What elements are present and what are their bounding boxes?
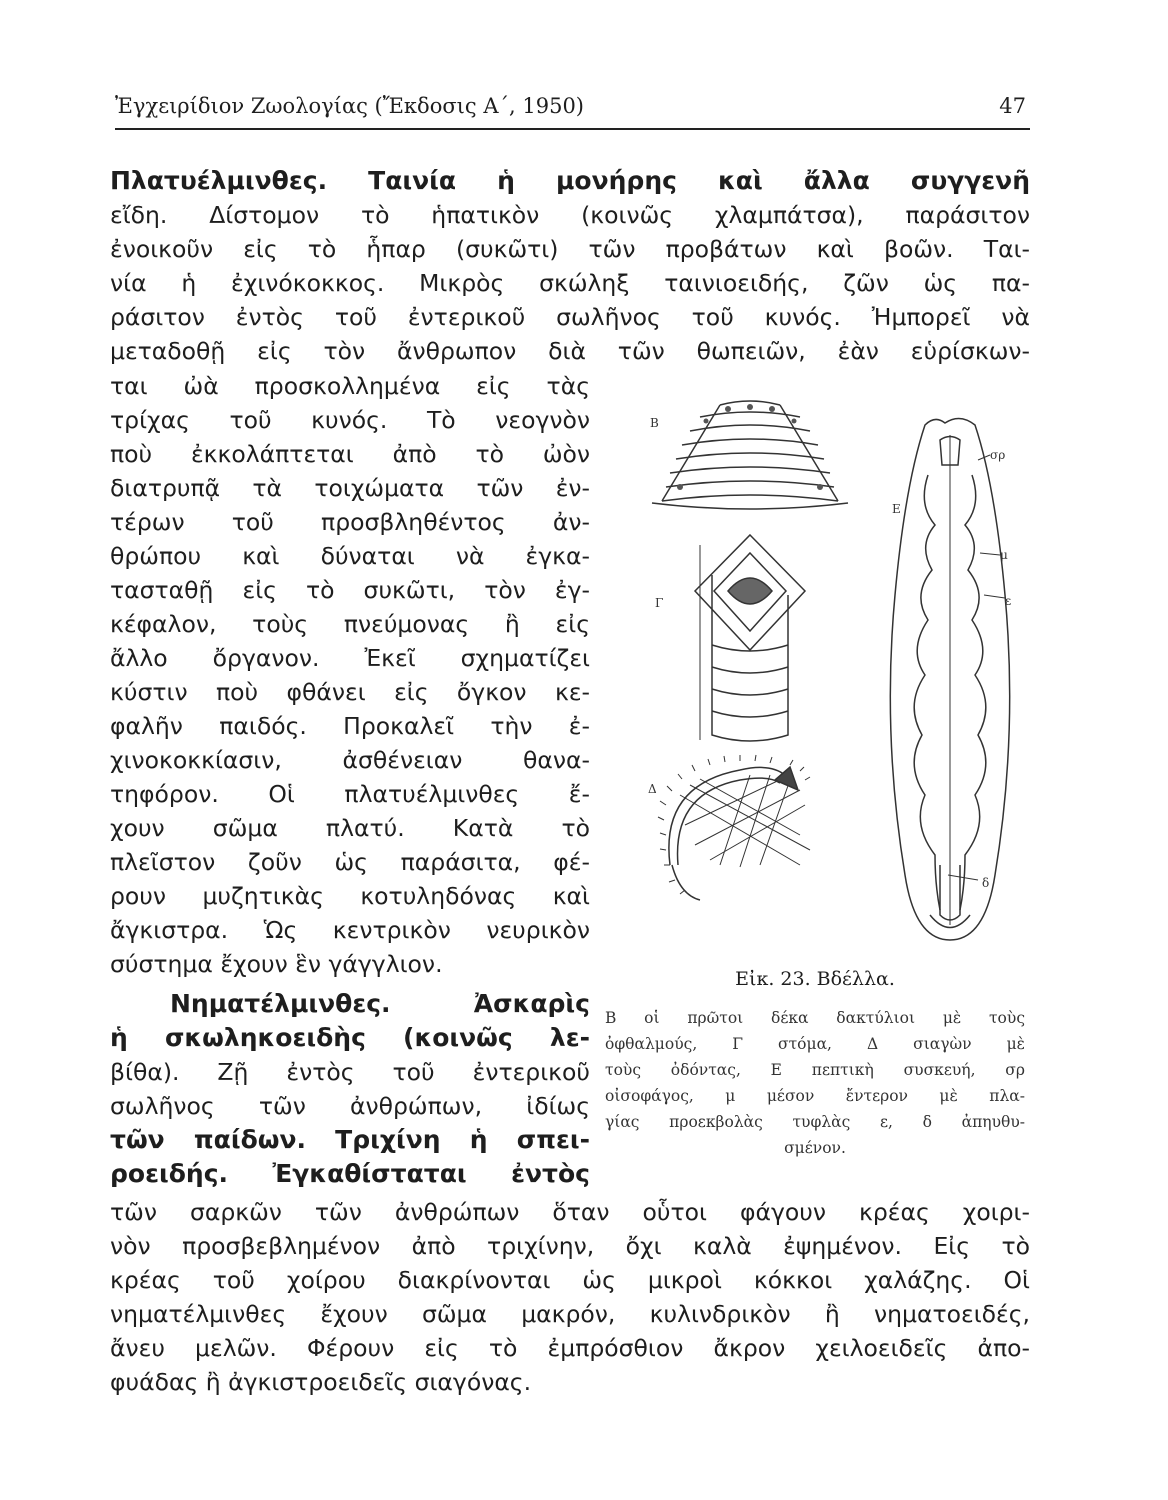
text-line: φυάδας ἢ ἀγκιστροειδεῖς σιαγόνας. [110,1368,532,1396]
label-m: μ [1000,548,1008,562]
text-line: ρουν μυζητικὰς κοτυληδόνας καὶ [110,882,590,910]
text-line: κρέας τοῦ χοίρου διακρίνονται ὡς μικροὶ κόκκοι χαλάζης. Οἱ [110,1266,1030,1294]
text-line: ποὺ ἐκκολάπτεται ἀπὸ τὸ ὠὸν [110,440,590,468]
text-line: κέφαλον, τοὺς πνεύμονας ἢ εἰς [110,610,590,638]
figure-caption-line: σμένον. [784,1139,846,1157]
leech-figure [600,395,1030,965]
text-line: ἄλλο ὄργανον. Ἐκεῖ σχηματίζει [110,644,590,672]
text-line: τέρων τοῦ προσβληθέντος ἀν- [110,508,590,536]
label-sr: σρ [990,448,1006,462]
text-line: σωλῆνος τῶν ἀνθρώπων, ἰδίως [110,1092,590,1120]
text-line: νία ἡ ἐχινόκοκκος. Μικρὸς σκώληξ ταινιοειδής, ζῶν ὡς πα- [110,269,1030,297]
label-e-upper: Ε [892,502,901,516]
text-line: φαλῆν παιδός. Προκαλεῖ τὴν ἐ- [110,712,590,740]
label-g: Γ [655,596,664,610]
figure-caption-line: τοὺς ὀδόντας, Ε πεπτικὴ συσκευή, σρ [605,1061,1025,1079]
text-line: ροειδής. Ἐγκαθίσταται ἐντὸς [110,1159,590,1188]
text-line: νὸν προσβεβλημένον ἀπὸ τριχίνην, ὄχι καλὰ ἐψημένον. Εἰς τὸ [110,1232,1030,1260]
jaw-drawing [658,755,810,900]
text-line: ἐνοικοῦν εἰς τὸ ἧπαρ (συκῶτι) τῶν προβάτων καὶ βοῶν. Ται- [110,235,1030,263]
label-d-lower: δ [982,876,990,890]
leech-illustration [600,395,1030,965]
figure-caption-line: οἰσοφάγος, μ μέσον ἔντερον μὲ πλα- [605,1087,1025,1105]
figure-caption-line: ὀφθαλμούς, Γ στόμα, Δ σιαγὼν μὲ [605,1035,1025,1053]
label-d: Δ [648,782,657,796]
text-line: νηματέλμινθες ἔχουν σῶμα μακρόν, κυλινδρικὸν ἢ νηματοειδές, [110,1300,1030,1328]
figure-caption-line: Β οἱ πρῶτοι δέκα δακτύλιοι μὲ τοὺς [605,1009,1025,1027]
text-line: μεταδοθῇ εἰς τὸν ἄνθρωπον διὰ τῶν θωπειῶν, ἐὰν εὑρίσκων- [110,337,1030,365]
page-number: 47 [999,94,1026,118]
text-line: Πλατυέλμινθες. Ταινία ἡ μονήρης καὶ ἄλλα συγγενῆ [110,166,1030,195]
text-line: χινοκοκκίασιν, ἀσθένειαν θανα- [110,746,590,774]
text-line: ἄγκιστρα. Ὡς κεντρικὸν νευρικὸν [110,916,590,944]
mouth-drawing [695,535,805,741]
text-line: τῶν σαρκῶν τῶν ἀνθρώπων ὅταν οὗτοι φάγουν κρέας χοιρι- [110,1198,1030,1226]
text-line: τρίχας τοῦ κυνός. Τὸ νεογνὸν [110,406,590,434]
text-line: Νηματέλμινθες. Ἀσκαρὶς [170,989,590,1018]
text-line: εἴδη. Δίστομον τὸ ἡπατικὸν (κοινῶς χλαμπάτσα), παράσιτον [110,201,1030,229]
label-b: Β [650,416,659,430]
digestive-system-drawing [890,418,1012,940]
text-line: πλεῖστον ζοῦν ὡς παράσιτα, φέ- [110,848,590,876]
text-line: ἡ σκωληκοειδὴς (κοινῶς λε- [110,1023,590,1052]
text-line: σύστημα ἔχουν ἓν γάγγλιον. [110,950,443,978]
text-line: ἄνευ μελῶν. Φέρουν εἰς τὸ ἐμπρόσθιον ἄκρον χειλοειδεῖς ἀπο- [110,1334,1030,1362]
anterior-rings-drawing [652,401,848,509]
text-line: κύστιν ποὺ φθάνει εἰς ὄγκον κε- [110,678,590,706]
text-line: τασταθῇ εἰς τὸ συκῶτι, τὸν ἐγ- [110,576,590,604]
figure-caption-line: γίας προεκβολὰς τυφλὰς ε, δ ἀπηυθυ- [605,1113,1025,1131]
figure-caption-title: Εἰκ. 23. Βδέλλα. [735,968,895,990]
text-line: βίθα). Ζῇ ἐντὸς τοῦ ἐντερικοῦ [110,1058,590,1086]
text-line: τηφόρον. Οἱ πλατυέλμινθες ἔ- [110,780,590,808]
text-line: διατρυπᾷ τὰ τοιχώματα τῶν ἐν- [110,474,590,502]
label-e-lower: ε [1005,594,1012,608]
text-line: ται ὠὰ προσκολλημένα εἰς τὰς [110,372,590,400]
running-title: Ἐγχειρίδιον Ζωολογίας (Ἔκδοσις Α΄, 1950) [115,94,584,118]
text-line: τῶν παίδων. Τριχίνη ἡ σπει- [110,1125,590,1154]
text-line: ράσιτον ἐντὸς τοῦ ἐντερικοῦ σωλῆνος τοῦ κυνός. Ἠμπορεῖ νὰ [110,303,1030,331]
text-line: χουν σῶμα πλατύ. Κατὰ τὸ [110,814,590,842]
page-header [115,92,1030,130]
text-line: θρώπου καὶ δύναται νὰ ἐγκα- [110,542,590,570]
